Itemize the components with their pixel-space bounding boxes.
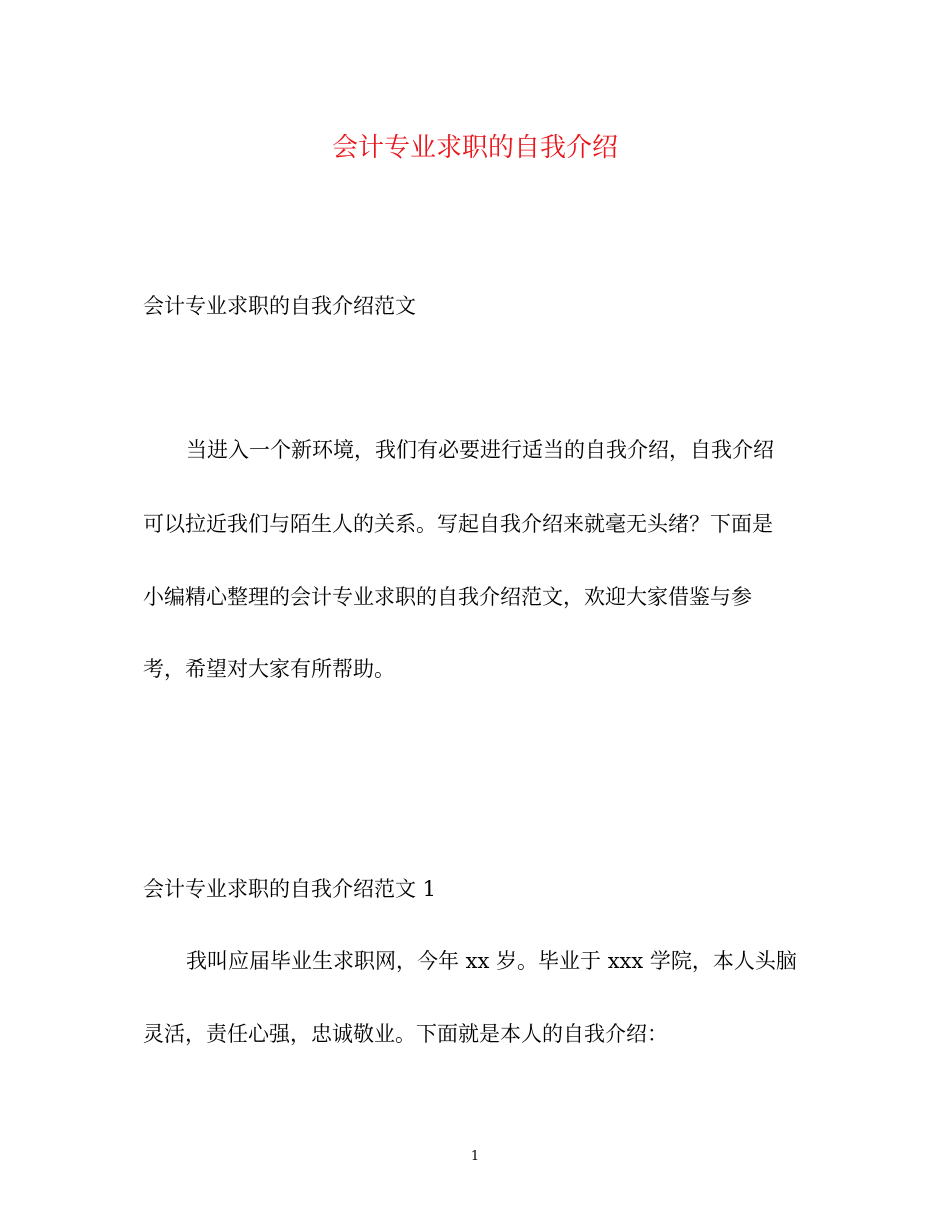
section-1-heading: 会计专业求职的自我介绍范文 1 [143,877,437,901]
section-1-line-2: 灵活，责任心强，忠诚敬业。下面就是本人的自我介绍： [143,1022,668,1046]
document-title: 会计专业求职的自我介绍 [331,133,618,163]
intro-line-4: 考，希望对大家有所帮助。 [143,657,395,681]
intro-line-2: 可以拉近我们与陌生人的关系。写起自我介绍来就毫无头绪？下面是 [143,512,773,536]
intro-line-1: 当进入一个新环境，我们有必要进行适当的自我介绍，自我介绍 [186,438,774,462]
page-number: 1 [470,1149,480,1164]
section-1-line-1: 我叫应届毕业生求职网，今年 xx 岁。毕业于 xxx 学院，本人头脑 [186,949,797,973]
intro-line-3: 小编精心整理的会计专业求职的自我介绍范文，欢迎大家借鉴与参 [143,585,752,609]
document-subtitle: 会计专业求职的自我介绍范文 [143,294,416,318]
